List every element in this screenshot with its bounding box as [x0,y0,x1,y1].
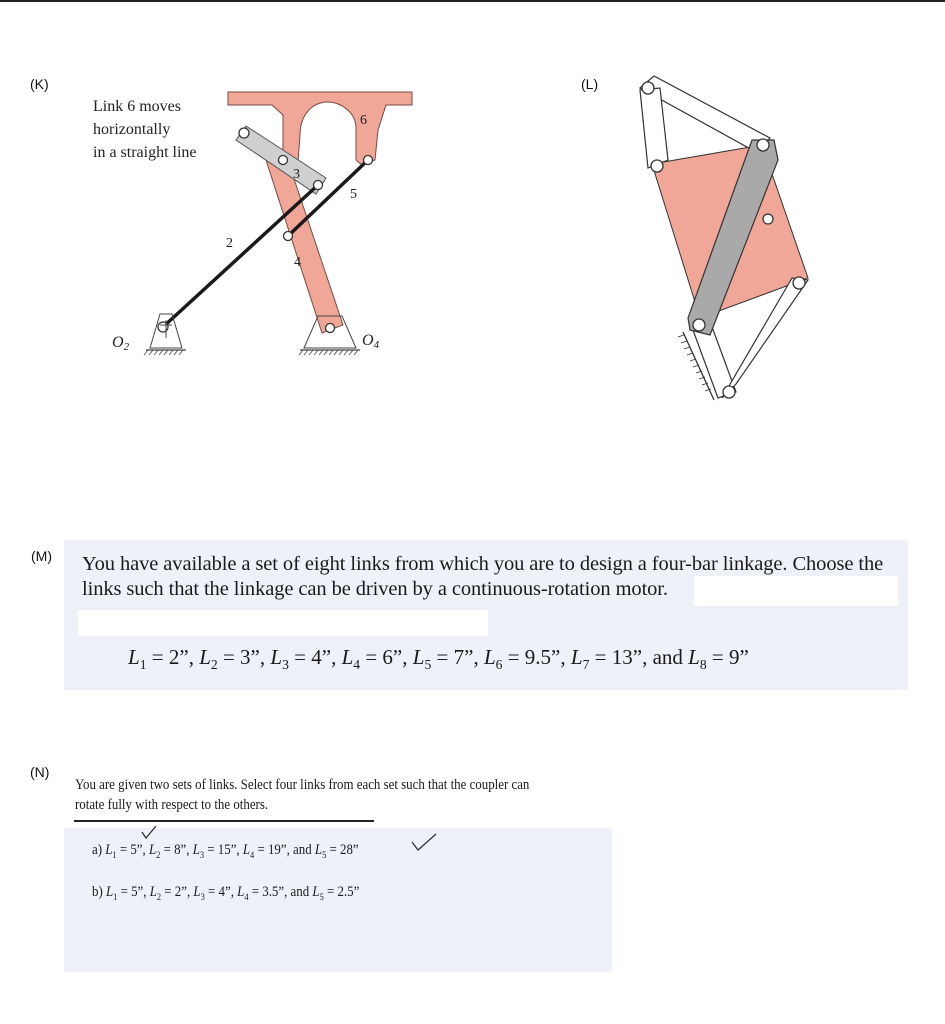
caption-line-3: in a straight line [93,144,197,161]
joint [757,139,769,151]
white-patch [694,576,898,606]
problem-n-text: You are given two sets of links. Select four links from each set such that the coupler can rotate fully with respect to the others. [75,777,530,813]
b-link-5: $L_5 = 2.5$” [312,884,360,903]
joint [793,277,805,289]
m-link-8: $L_8 = 9$” [688,645,749,673]
problem-m-text: You have available a set of eight links from which you are to design a four-bar linkage. Choose the links such that the linkage can be driven by a continuous-rotation motor. [82,553,884,600]
link-5-label: 5 [350,187,357,202]
joint [723,386,735,398]
joint [763,214,773,224]
o2-label: O2 [112,334,130,353]
a-link-4: $L_4 = 19$” [242,842,287,861]
caption-line-1: Link 6 moves [93,98,181,115]
a-link-3: $L_3 = 15$” [192,842,237,861]
link-4-label: 4 [294,255,301,270]
m-and: and [652,645,683,669]
a-link-5: $L_5 = 28$” [314,842,359,861]
joint [693,319,705,331]
label-l: (L) [581,76,599,92]
m-link-3: $L_3 = 4$” [270,645,332,673]
b-link-3: $L_3 = 4$” [193,884,231,903]
label-m: (M) [31,548,52,564]
b-link-4: $L_4 = 3.5$” [237,884,285,903]
o4-label: O4 [362,332,380,351]
m-link-5: $L_5 = 7$” [412,645,474,673]
check-icon [412,834,436,850]
problem-m-links: $L_1 = 2$”, $L_2 = 3$”, $L_3 = 4$”, $L_4 = 6$”, $L_5 = 7$”, $L_6 = 9.5$”, $L_7 = 13$”, and $L_8 = 9$” [128,645,749,673]
check-icon [142,826,156,838]
problem-n-set-a: a) $L_1 = 5$”, $L_2 = 8$”, $L_3 = 15$”, $L_4 = 19$”, and $L_5 = 28$” [92,842,359,861]
link-3-label: 3 [293,167,300,182]
m-link-6: $L_6 = 9.5$” [483,645,561,673]
m-link-4: $L_4 = 6$” [341,645,403,673]
white-patch [78,610,488,636]
a-link-2: $L_2 = 8$” [148,842,187,861]
m-link-2: $L_2 = 3$” [199,645,260,673]
link-6-label: 6 [360,113,367,128]
problem-n-set-b: b) $L_1 = 5$”, $L_2 = 2$”, $L_3 = 4$”, $L_4 = 3.5$”, and $L_5 = 2.5$” [92,884,360,903]
caption-line-2: horizontally [93,121,171,138]
label-n: (N) [30,764,50,780]
figure-l-linkage [0,0,945,420]
b-link-2: $L_2 = 2$” [149,884,187,903]
a-link-1: $L_1 = 5$” [105,842,143,861]
joint [642,82,654,94]
link-2-label: 2 [226,236,233,251]
joint [651,160,663,172]
b-link-1: $L_1 = 5$” [105,884,144,903]
label-k: (K) [30,76,49,92]
m-link-1: $L_1 = 2$” [128,645,189,673]
m-link-7: $L_7 = 13$” [570,645,643,673]
